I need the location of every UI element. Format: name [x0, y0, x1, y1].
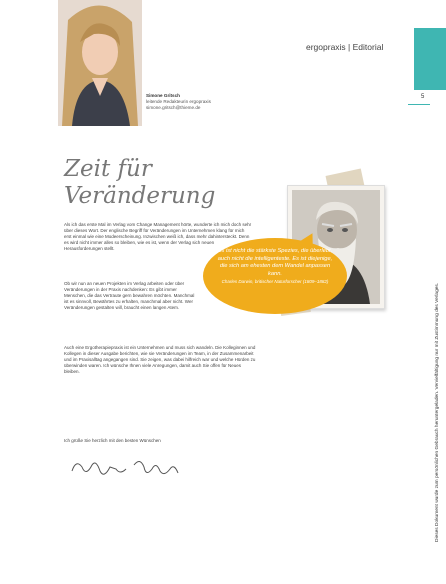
body-paragraph: Als ich das erste Mal im Verlag vom Change Management hörte, wunderte ich mich doch sehr über dieses Wort. Der englische Begriff für Veränderungen im Unternehmen klang für mich erst einmal wie eine Modeerscheinung. Inzwischen weiß ich, dass mehr dahintersteckt. Denn es wird nicht immer alles so bleiben, wie es ist, wenn der Verlag sich neuen Herausforderungen stellt.	[64, 222, 252, 252]
quote-attribution: Charles Darwin, britischer Naturforscher (1809–1882)	[221, 279, 329, 285]
closing-text: Ich grüße Sie herzlich mit den besten Wünschen	[64, 438, 161, 443]
header-breadcrumb: ergopraxis | Editorial	[306, 42, 384, 52]
author-portrait-image	[58, 0, 142, 126]
title-line-1: Zeit für	[64, 156, 152, 182]
author-info	[146, 93, 256, 111]
handwritten-signature	[70, 455, 180, 488]
body-paragraph: Auch eine Ergotherapiepraxis ist ein Unternehmen und muss sich wandeln. Die Kolleginnen und Kollegen in dieser Ausgabe berichten, wie sie Veränderungen im Team, in der Zusammenarbeit und im Praxisalltag angegangen sind. Sie zeigen, was dabei hilfreich war und welche Hürden zu überwinden waren. Ich wünsche Ihnen viele Anregungen, damit auch Sie offen für Neues bleiben.	[64, 345, 256, 375]
page-number-rule	[408, 104, 430, 105]
page-number: 5	[421, 94, 425, 100]
quote-text: Es ist nicht die stärkste Spezies, die überlebt, auch nicht die intelligenteste. Es ist diejenige, die sich am ehesten dem Wandel anpassen kann.	[217, 248, 333, 277]
author-role: leitende Redakteurin ergopraxis	[146, 99, 211, 104]
body-paragraph: Ob wir nun an neuen Projekten im Verlag arbeiten oder über Veränderungen in der Praxis nachdenken: Es gibt immer Menschen, die das Vertraute gern bewahren möchten. Manchmal ist es sinnvoll, Bewährtes zu erhalten, manchmal aber nicht. Wer Veränderungen gestalten will, braucht einen langen Atem.	[64, 281, 195, 311]
editorial-title	[64, 156, 215, 210]
author-name: Simone Gritsch	[146, 93, 180, 98]
title-line-2: Veränderung	[64, 183, 216, 209]
author-email[interactable]: simone.gritsch@thieme.de	[146, 105, 201, 110]
download-notice: Dieses Dokument wurde zum persönlichen Gebrauch heruntergeladen. Vervielfältigung nur mit Zustimmung des Verlages.	[435, 282, 440, 542]
section-tab-marker	[414, 28, 446, 90]
